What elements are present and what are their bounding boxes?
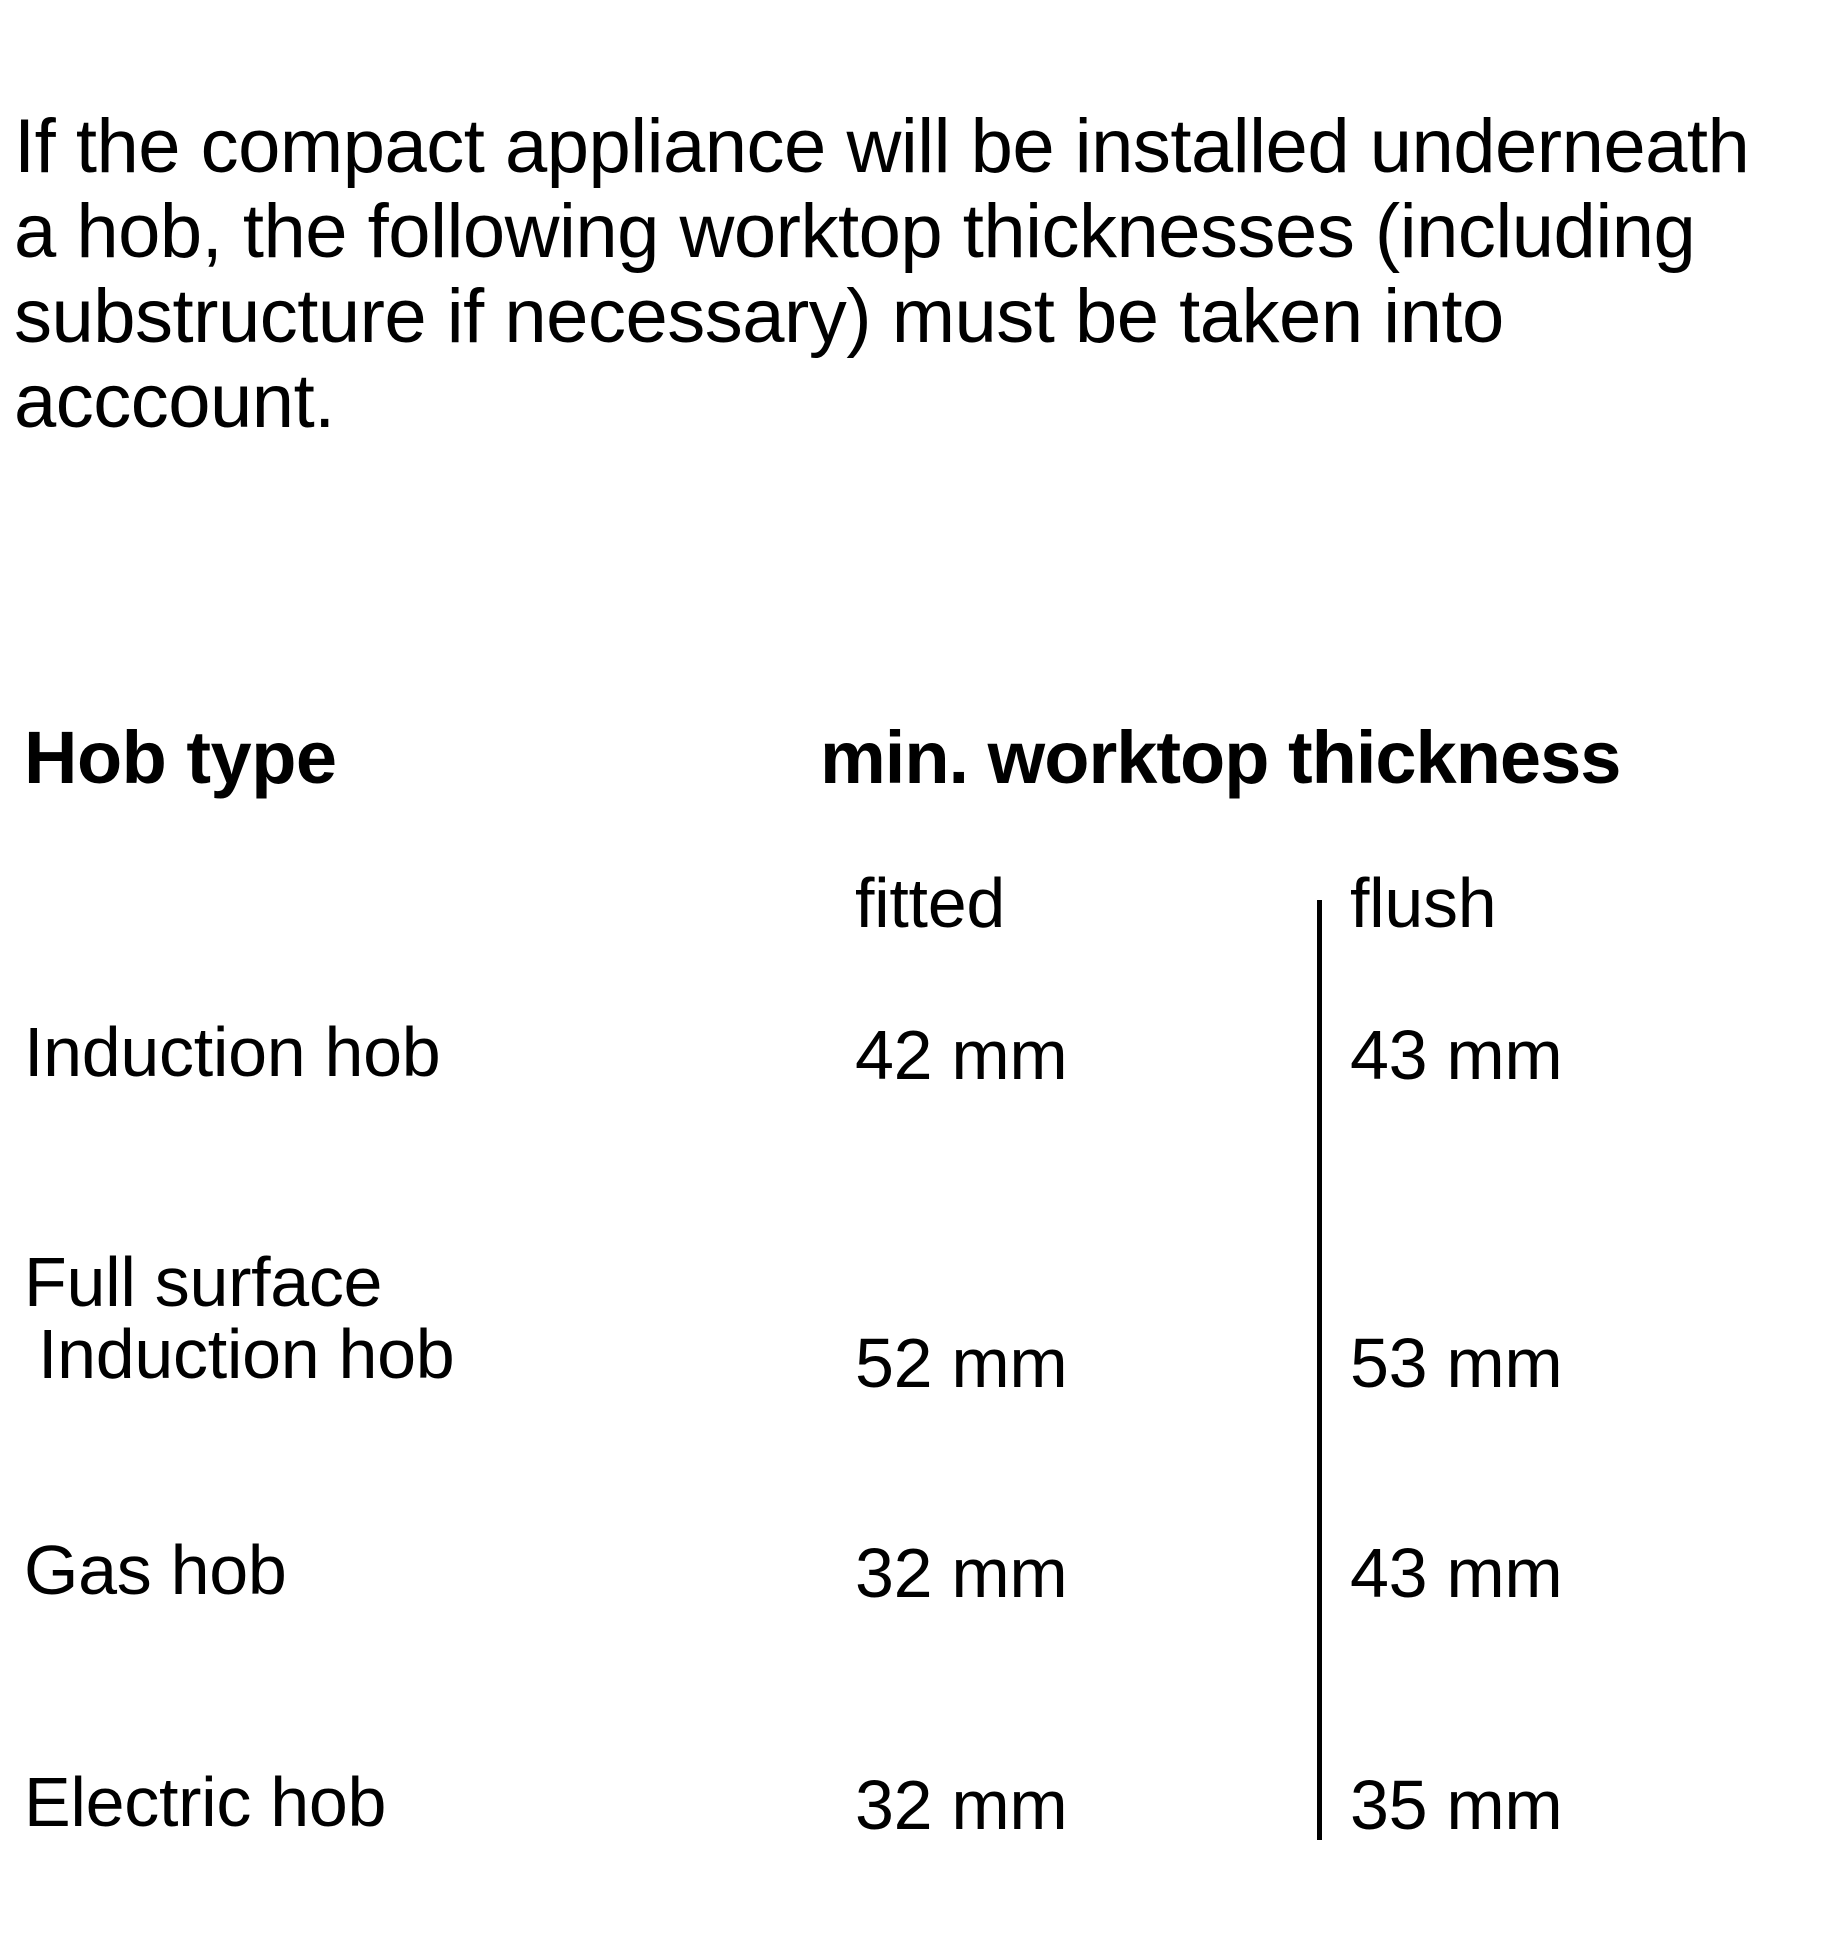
table-header-row: [10, 715, 1840, 845]
cell-hob-type-line1: Full surface: [24, 1243, 383, 1321]
worktop-thickness-table: [10, 715, 1840, 1945]
cell-hob-type: Induction hob: [24, 1013, 441, 1091]
subheader-flush: flush: [1350, 864, 1497, 942]
table-subheader-row: [10, 845, 1840, 995]
cell-hob-type: Electric hob: [24, 1763, 387, 1841]
table-row: [10, 1515, 1840, 1745]
cell-hob-type: Gas hob: [24, 1531, 287, 1609]
cell-flush-thickness: 35 mm: [1350, 1766, 1563, 1844]
cell-fitted-thickness: 32 mm: [855, 1534, 1068, 1612]
intro-paragraph: If the compact appliance will be installed underneath a hob, the following worktop thicknesses (including substructure if necessary) must be taken into acccount.: [14, 104, 1750, 445]
cell-flush-thickness: 43 mm: [1350, 1534, 1563, 1612]
cell-flush-thickness: 43 mm: [1350, 1016, 1563, 1094]
subheader-fitted: fitted: [855, 864, 1005, 942]
column-header-min-worktop-thickness: min. worktop thickness: [820, 716, 1621, 799]
cell-hob-type: [24, 1245, 664, 1392]
cell-flush-thickness: 53 mm: [1350, 1324, 1563, 1402]
table-row: [10, 995, 1840, 1245]
table-row: [10, 1245, 1840, 1515]
table-row: [10, 1745, 1840, 1945]
cell-fitted-thickness: 42 mm: [855, 1016, 1068, 1094]
cell-fitted-thickness: 52 mm: [855, 1324, 1068, 1402]
column-header-hob-type: Hob type: [24, 716, 337, 799]
cell-fitted-thickness: 32 mm: [855, 1766, 1068, 1844]
cell-hob-type-line2: Induction hob: [38, 1314, 455, 1393]
